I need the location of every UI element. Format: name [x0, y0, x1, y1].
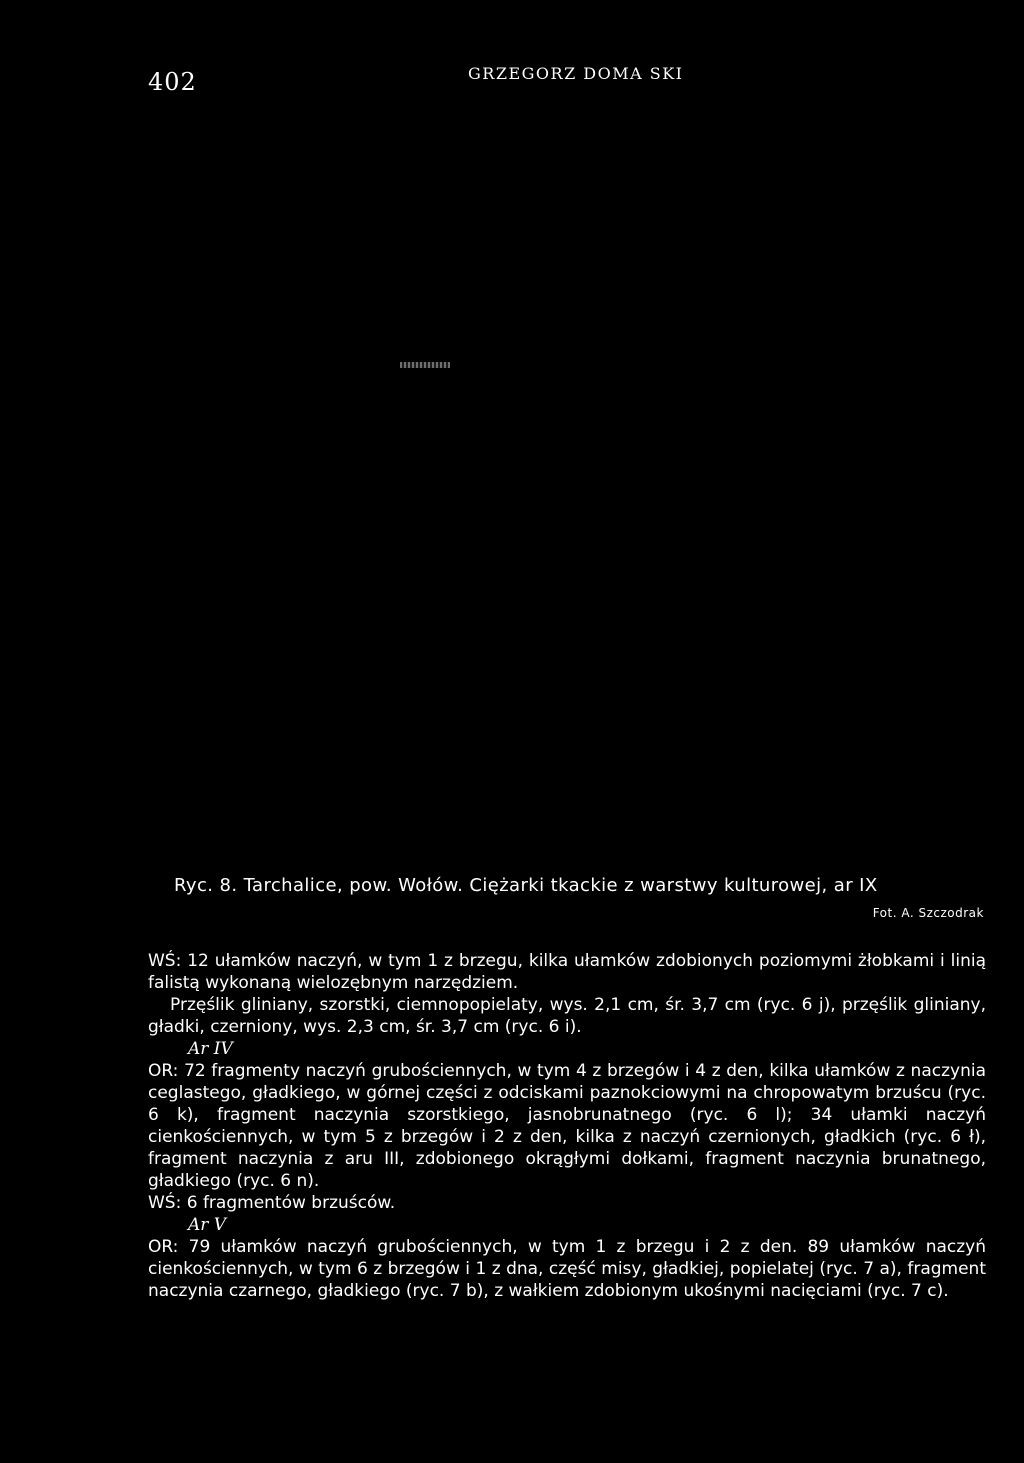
section-heading-ar4: Ar IV [188, 1039, 233, 1059]
figure-plate [148, 110, 983, 850]
paragraph-ws-ar4: WŚ: 6 fragmentów brzuśców. [148, 1193, 396, 1213]
plate-speck [400, 362, 450, 368]
photo-credit: Fot. A. Szczodrak [872, 906, 984, 920]
running-head: GRZEGORZ DOMA SKI [468, 64, 684, 83]
page-number: 402 [148, 68, 197, 96]
figure-caption: Ryc. 8. Tarchalice, pow. Wołów. Ciężarki tkackie z warstwy kulturowej, ar IX [174, 875, 878, 896]
paragraph-or-ar4: OR: 72 fragmenty naczyń grubościennych, w tym 4 z brzegów i 4 z den, kilka ułamków z naczynia ceglastego, gładkiego, w górnej części z odciskami paznokciowymi na chropowatym brzuścu (ryc. 6 k), fragment naczynia szorstkiego, jasnobrunatnego (ryc. 6 l); 34 ułamki naczyń cienkościennych, w tym 5 z brzegów i 2 z den, kilka z naczyń czernionych, gładkich (ryc. 6 ł), fragment naczynia z aru III, zdobionego okrągłymi dołkami, fragment naczynia brunatnego, gładkiego (ryc. 6 n). [148, 1061, 986, 1191]
body-text [148, 950, 986, 1302]
paragraph-or-ar5: OR: 79 ułamków naczyń grubościennych, w tym 1 z brzegu i 2 z den. 89 ułamków naczyń cienkościennych, w tym 6 z brzegów i 1 z dna, część misy, gładkiej, popielatej (ryc. 7 a), fragment naczynia czarnego, gładkiego (ryc. 7 b), z wałkiem zdobionym ukośnymi nacięciami (ryc. 7 c). [148, 1237, 986, 1301]
paragraph-spindle-whorls: Przęślik gliniany, szorstki, ciemnopopielaty, wys. 2,1 cm, śr. 3,7 cm (ryc. 6 j), przęślik gliniany, gładki, czerniony, wys. 2,3 cm, śr. 3,7 cm (ryc. 6 i). [148, 995, 986, 1037]
paragraph-ws-ar3: WŚ: 12 ułamków naczyń, w tym 1 z brzegu, kilka ułamków zdobionych poziomymi żłobkami i linią falistą wykonaną wielozębnym narzędziem. [148, 951, 986, 993]
section-heading-ar5: Ar V [188, 1215, 227, 1235]
